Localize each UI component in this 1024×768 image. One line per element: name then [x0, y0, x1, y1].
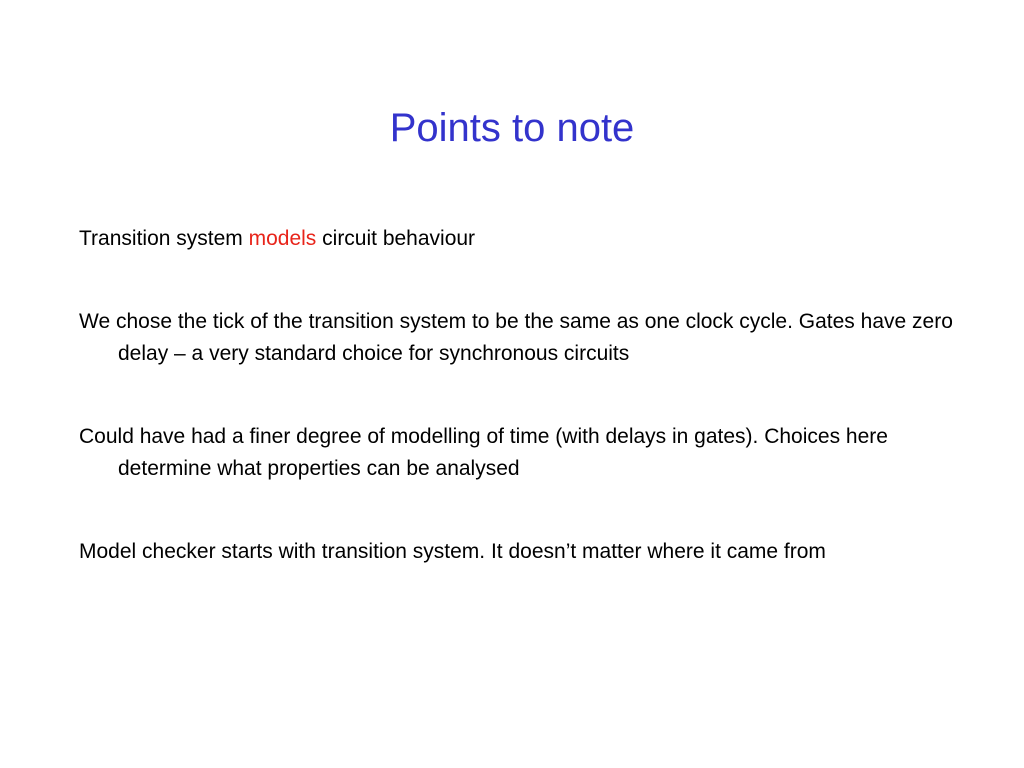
bullet-text-before: Transition system	[79, 227, 249, 250]
bullet-item-time-modelling: Could have had a finer degree of modelling of time (with delays in gates). Choices here determine what properties can be analysed	[79, 425, 888, 480]
slide-title: Points to note	[389, 106, 635, 150]
bullet-item-model-checker: Model checker starts with transition system. It doesn’t matter where it came from	[79, 540, 826, 563]
highlight-term-models: models	[248, 227, 317, 250]
slide-body	[79, 223, 959, 568]
bullet-text-after: circuit behaviour	[316, 227, 476, 250]
bullet-item-clock-cycle: We chose the tick of the transition system to be the same as one clock cycle. Gates have zero delay – a very standard choice for synchronous circuits	[79, 310, 953, 365]
bullet-item-transition-models	[79, 223, 959, 255]
